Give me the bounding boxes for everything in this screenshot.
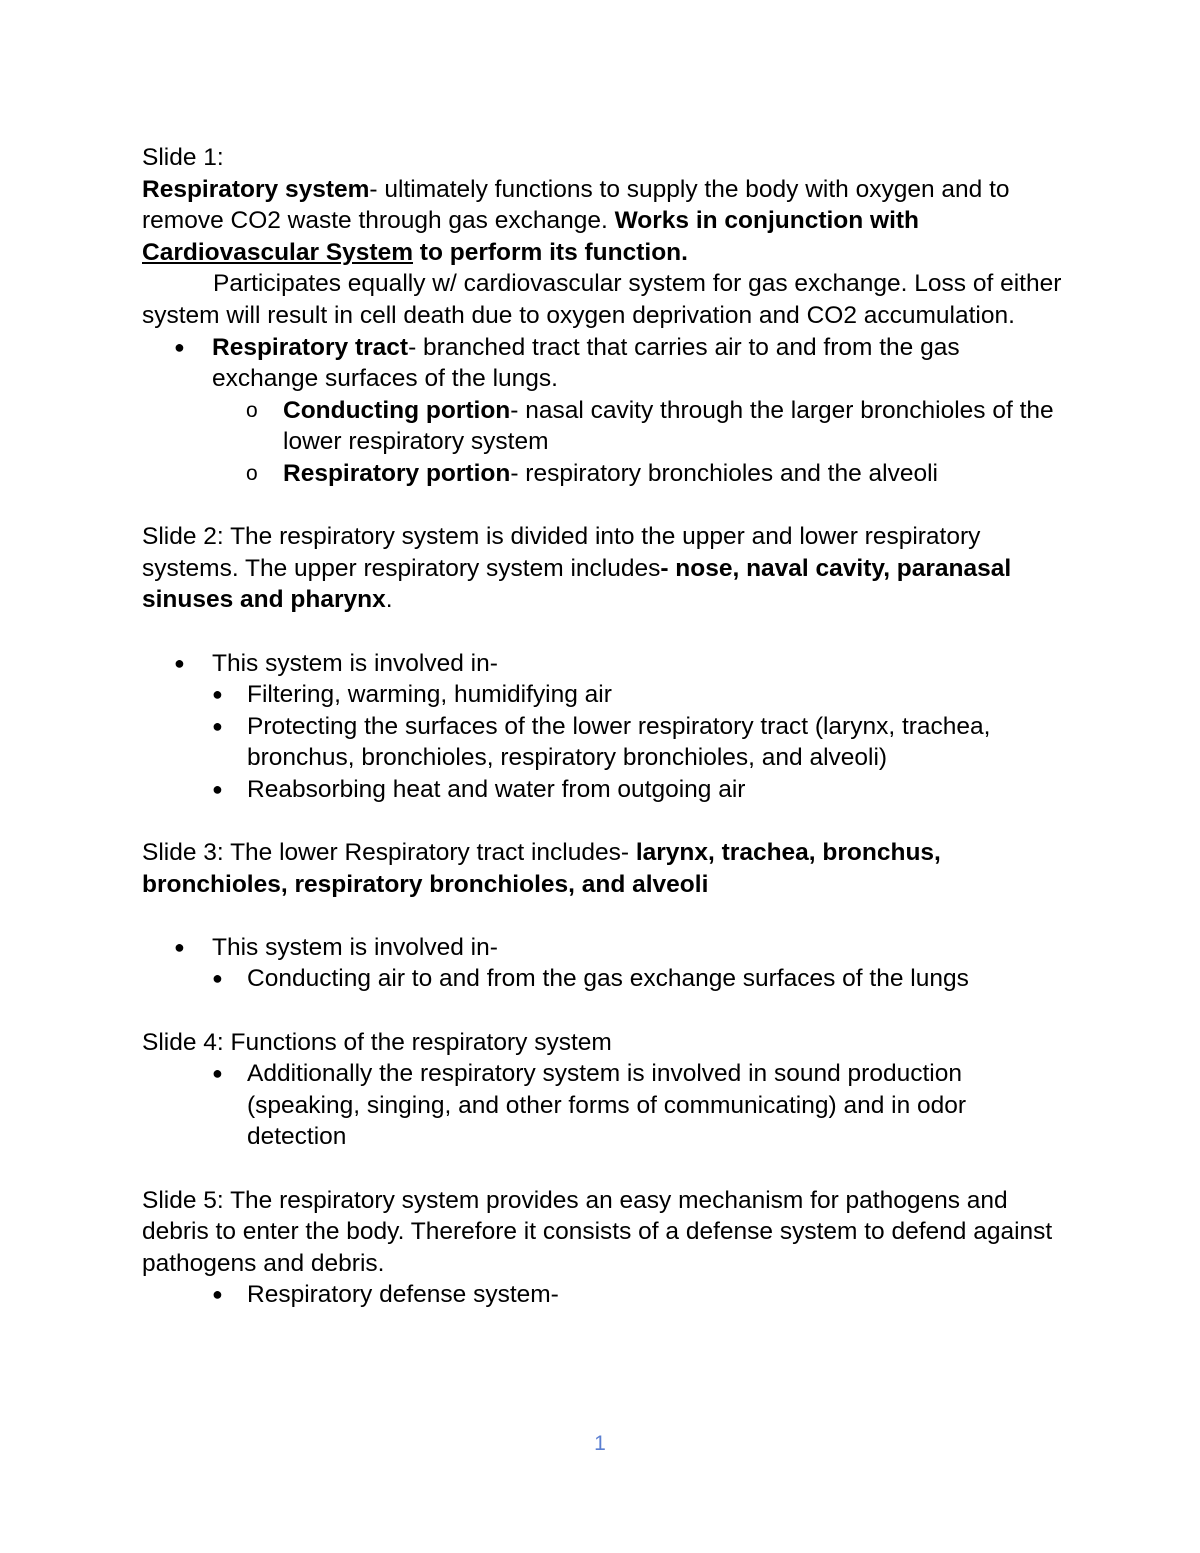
list-item: [142, 648, 1072, 680]
spacer: [142, 995, 1072, 1027]
slide2-intro: Slide 2: The respiratory system is divided into the upper and lower respiratory systems. The upper respiratory system includes: [142, 523, 981, 582]
bullet-icon: ●: [212, 1284, 223, 1305]
list-item: [142, 711, 1072, 774]
slide3-paragraph: [142, 837, 1072, 900]
slide1-bullet-text: - branched tract that carries air to and from the gas exchange surfaces of the lungs.: [212, 333, 960, 393]
slide2-paragraph: [142, 521, 1072, 616]
item-text: Additionally the respiratory system is involved in sound production (speaking, singing, and other forms of communicating) and in odor detection: [247, 1060, 967, 1151]
slide1-def-text: - ultimately functions to supply the body with oxygen and to remove CO2 waste through gas exchange.: [142, 175, 1010, 235]
list-item: [142, 1279, 1072, 1311]
bullet-icon: ●: [174, 336, 185, 357]
document-page: [142, 142, 1072, 1311]
slide2-bold: - nose, naval cavity, paranasal sinuses and pharynx: [142, 554, 1012, 614]
slide2-bullet-list: [142, 648, 1072, 806]
slide1-bold-b: to perform its function.: [413, 238, 688, 266]
slide3-intro: Slide 3: The lower Respiratory tract includes-: [142, 839, 636, 867]
bullet-icon: ●: [174, 652, 185, 673]
slide1-paragraph: Participates equally w/ cardiovascular system for gas exchange. Loss of either system will result in cell death due to oxygen deprivation and CO2 accumulation.: [142, 270, 1062, 329]
slide1-bold-a: Works in conjunction with: [614, 207, 920, 235]
slide1-bullet-term: Respiratory tract: [212, 333, 409, 361]
list-item: [142, 332, 1072, 395]
sub-term: Respiratory portion: [283, 459, 511, 487]
sub-text: - nasal cavity through the larger bronchioles of the lower respiratory system: [283, 396, 1054, 456]
slide3-bullet-text: This system is involved in-: [212, 933, 498, 961]
slide5-paragraph: Slide 5: The respiratory system provides an easy mechanism for pathogens and debris to enter the body. Therefore it consists of a defense system to defend against pathogens and debris.: [142, 1186, 1053, 1277]
list-item: [142, 458, 1072, 490]
slide1-heading: Slide 1:: [142, 144, 224, 171]
item-text: Filtering, warming, humidifying air: [247, 681, 612, 709]
slide4-heading: Slide 4: Functions of the respiratory system: [142, 1028, 612, 1056]
slide4-bullet-list: [142, 1058, 1072, 1153]
list-item: [142, 1058, 1072, 1153]
list-item: [142, 963, 1072, 995]
sub-term: Conducting portion: [283, 396, 511, 424]
spacer: [142, 805, 1072, 837]
bullet-icon: ●: [212, 968, 223, 989]
circle-bullet-icon: o: [246, 398, 258, 422]
spacer: [142, 1153, 1072, 1185]
list-item: [142, 932, 1072, 964]
page-number: 1: [594, 1432, 606, 1455]
item-text: Conducting air to and from the gas exchange surfaces of the lungs: [247, 965, 969, 993]
slide1-bullet-list: [142, 332, 1072, 490]
sub-text: - respiratory bronchioles and the alveoli: [510, 459, 938, 487]
item-text: Reabsorbing heat and water from outgoing air: [247, 775, 746, 803]
item-text: Protecting the surfaces of the lower respiratory tract (larynx, trachea, bronchus, bronchioles, respiratory bronchioles, and alveoli): [247, 712, 991, 772]
circle-bullet-icon: o: [246, 461, 258, 485]
list-item: [142, 774, 1072, 806]
bullet-icon: ●: [174, 936, 185, 957]
item-text: Respiratory defense system-: [247, 1281, 559, 1309]
list-item: [142, 679, 1072, 711]
spacer: [142, 616, 1072, 648]
bullet-icon: ●: [212, 778, 223, 799]
spacer: [142, 490, 1072, 522]
slide2-bullet-text: This system is involved in-: [212, 649, 498, 677]
slide1-term: Respiratory system: [142, 175, 370, 203]
slide3-bold: larynx, trachea, bronchus, bronchioles, respiratory bronchioles, and alveoli: [142, 839, 941, 898]
slide3-bullet-list: [142, 932, 1072, 995]
slide1-bold-underlined: Cardiovascular System: [142, 238, 413, 266]
bullet-icon: ●: [212, 715, 223, 736]
slide5-bullet-list: [142, 1279, 1072, 1311]
spacer: [142, 900, 1072, 932]
slide1-definition: [142, 174, 1072, 269]
list-item: [142, 395, 1072, 458]
slide2-end: .: [385, 586, 393, 614]
bullet-icon: ●: [212, 1063, 223, 1084]
bullet-icon: ●: [212, 684, 223, 705]
